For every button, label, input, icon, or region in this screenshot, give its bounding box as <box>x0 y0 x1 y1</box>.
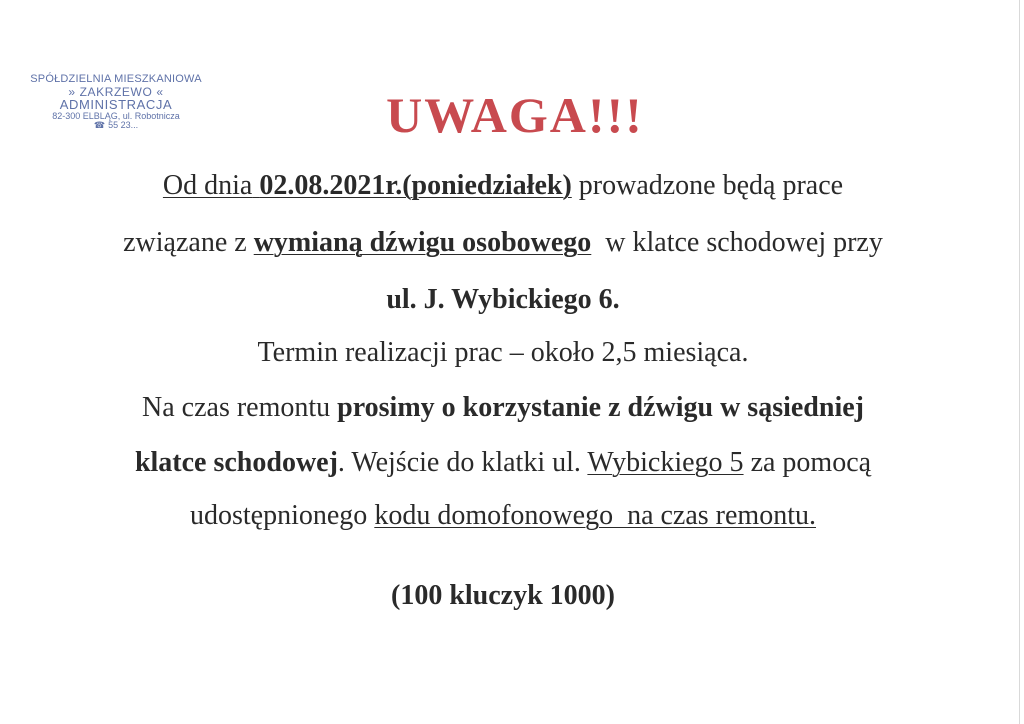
line-1-rest: prowadzone będą prace <box>578 170 844 201</box>
stamp-line-name: » ZAKRZEWO « <box>68 84 164 99</box>
date-intro: Od dnia <box>162 170 253 201</box>
intercom-code-note: kodu domofonowego na czas remontu. <box>374 500 816 531</box>
phone-icon: ☎ <box>93 120 106 131</box>
intercom-code: (100 kluczyk 1000) <box>391 580 615 611</box>
line-7-start: udostępnionego <box>190 500 368 531</box>
notice-line-1 <box>0 170 1006 202</box>
stamp-phone-number: 55 23... <box>108 120 139 131</box>
line-5-start: Na czas remontu <box>142 392 331 423</box>
line-2-start: związane z <box>123 227 247 258</box>
alternate-address: Wybickiego 5 <box>587 447 744 478</box>
completion-term: Termin realizacji prac – około 2,5 miesiąca. <box>257 337 749 368</box>
request-use-elevator: prosimy o korzystanie z dźwigu w sąsiedniej <box>337 392 864 423</box>
notice-line-2 <box>0 227 1006 259</box>
line-6-entry: . Wejście do klatki ul. <box>337 447 581 478</box>
notice-line-5 <box>0 392 1006 424</box>
stamp-line-cooperative: SPÓŁDZIELNIA MIESZKANIOWA <box>30 73 202 85</box>
street-address: ul. J. Wybickiego 6. <box>386 284 620 315</box>
notice-line-7 <box>0 500 1006 532</box>
elevator-replacement: wymianą dźwigu osobowego <box>253 227 592 258</box>
notice-title: UWAGA!!! <box>386 87 644 143</box>
neighbouring-staircase: klatce schodowej <box>134 447 338 478</box>
line-2-rest: w klatce schodowej przy <box>605 227 883 258</box>
stamp-line-address: 82-300 ELBLĄG, ul. Robotnicza <box>52 110 180 121</box>
date-value: 02.08.2021r.(poniedziałek) <box>259 170 572 201</box>
notice-line-6 <box>0 447 1006 479</box>
line-6-end: za pomocą <box>750 447 872 478</box>
stamp-line-administration: ADMINISTRACJA <box>59 97 173 113</box>
